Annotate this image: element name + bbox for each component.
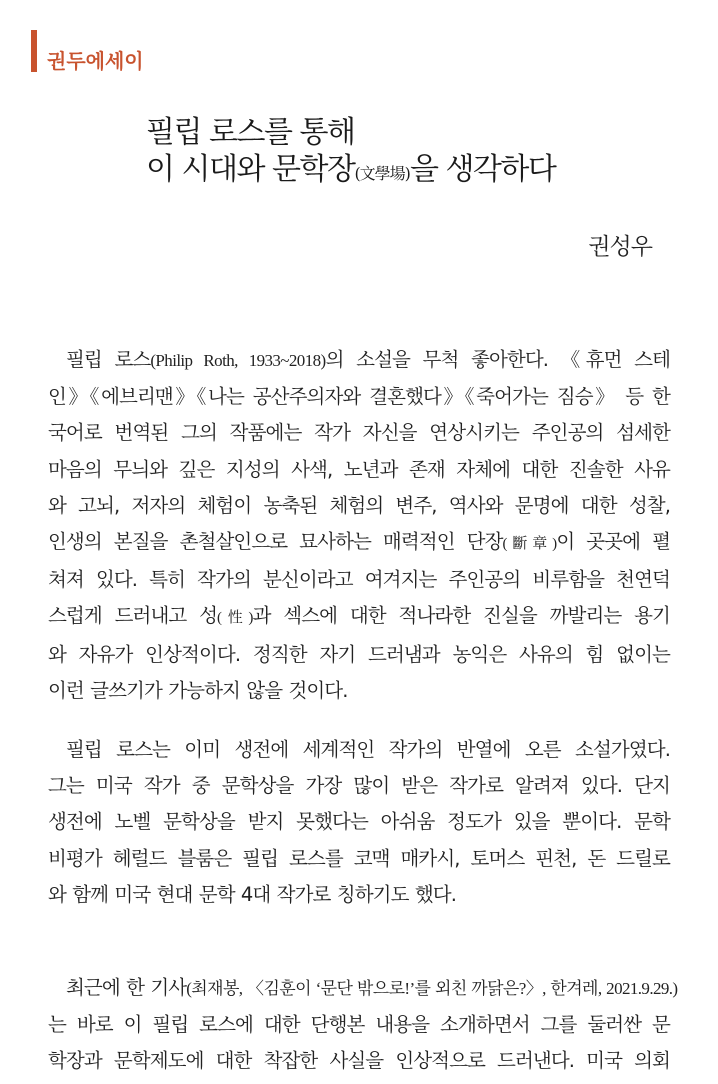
section-accent-bar xyxy=(31,30,37,72)
text-line: 스럽게 드러내고 성(性)과 섹스에 대한 적나라한 진실을 까발리는 용기 xyxy=(48,604,670,628)
text-line: 쳐져 있다. 특히 작가의 분신이라고 여겨지는 주인공의 비루함을 천연덕 xyxy=(48,568,670,592)
paragraph-1 xyxy=(48,342,670,709)
text-line: 이런 글쓰기가 가능하지 않을 것이다. xyxy=(48,678,348,702)
text-line: 와 고뇌, 저자의 체험이 농축된 체험의 변주, 역사와 문명에 대한 성찰, xyxy=(48,493,670,517)
text-line: 마음의 무늬와 깊은 지성의 사색, 노년과 존재 자체에 대한 진솔한 사유 xyxy=(48,457,670,481)
section-label: 권두에세이 xyxy=(47,49,144,73)
text-line: 최근에 한 기사(최재봉, 〈김훈이 ‘문단 밖으로!’를 외친 까닭은?〉, 한겨레, 2021.9.29.) xyxy=(66,976,678,999)
paragraph-3 xyxy=(48,970,678,1080)
essay-title xyxy=(146,114,555,192)
text-line: 필립 로스(Philip Roth, 1933~2018)의 소설을 무척 좋아한다. 《휴먼 스테 xyxy=(66,348,671,371)
text-line: 생전에 노벨 문학상을 받지 못했다는 아쉬움 정도가 있을 뿐이다. 문학 xyxy=(48,810,670,834)
title-line-2: 이 시대와 문학장(文學場)을 생각하다 xyxy=(146,152,556,187)
text-line: 인》《에브리맨》《나는 공산주의자와 결혼했다》《죽어가는 짐승》 등 한 xyxy=(48,385,670,409)
title-hanja: (文學場) xyxy=(354,164,410,183)
paragraph-2 xyxy=(48,732,670,913)
text-line: 국어로 번역된 그의 작품에는 작가 자신을 연상시키는 주인공의 섬세한 xyxy=(48,421,670,445)
text-line: 학장과 문학제도에 대한 착잡한 사실을 인상적으로 드러낸다. 미국 의회 xyxy=(48,1049,670,1073)
text-line: 와 자유가 인상적이다. 정직한 자기 드러냄과 농익은 사유의 힘 없이는 xyxy=(48,642,670,666)
text-line: 필립 로스는 이미 생전에 세계적인 작가의 반열에 오른 소설가였다. xyxy=(66,738,670,761)
text-line: 와 함께 미국 현대 문학 4대 작가로 칭하기도 했다. xyxy=(48,882,456,906)
citation: (최재봉, 〈김훈이 ‘문단 밖으로!’를 외친 까닭은?〉, 한겨레, 2021.9.29.) xyxy=(186,979,678,998)
text-line: 비평가 헤럴드 블룸은 필립 로스를 코맥 매카시, 토머스 핀천, 돈 드릴로 xyxy=(48,846,670,870)
text-line: 인생의 본질을 촌철살인으로 묘사하는 매력적인 단장(斷章)이 곳곳에 펼 xyxy=(48,530,671,554)
section-tag xyxy=(31,32,144,72)
text-line: 그는 미국 작가 중 문학상을 가장 많이 받은 작가로 알려져 있다. 단지 xyxy=(48,774,670,798)
text-line: 는 바로 이 필립 로스에 대한 단행본 내용을 소개하면서 그를 둘러싼 문 xyxy=(48,1013,670,1037)
title-line-1: 필립 로스를 통해 xyxy=(146,115,355,150)
author-name: 권성우 xyxy=(588,234,652,260)
